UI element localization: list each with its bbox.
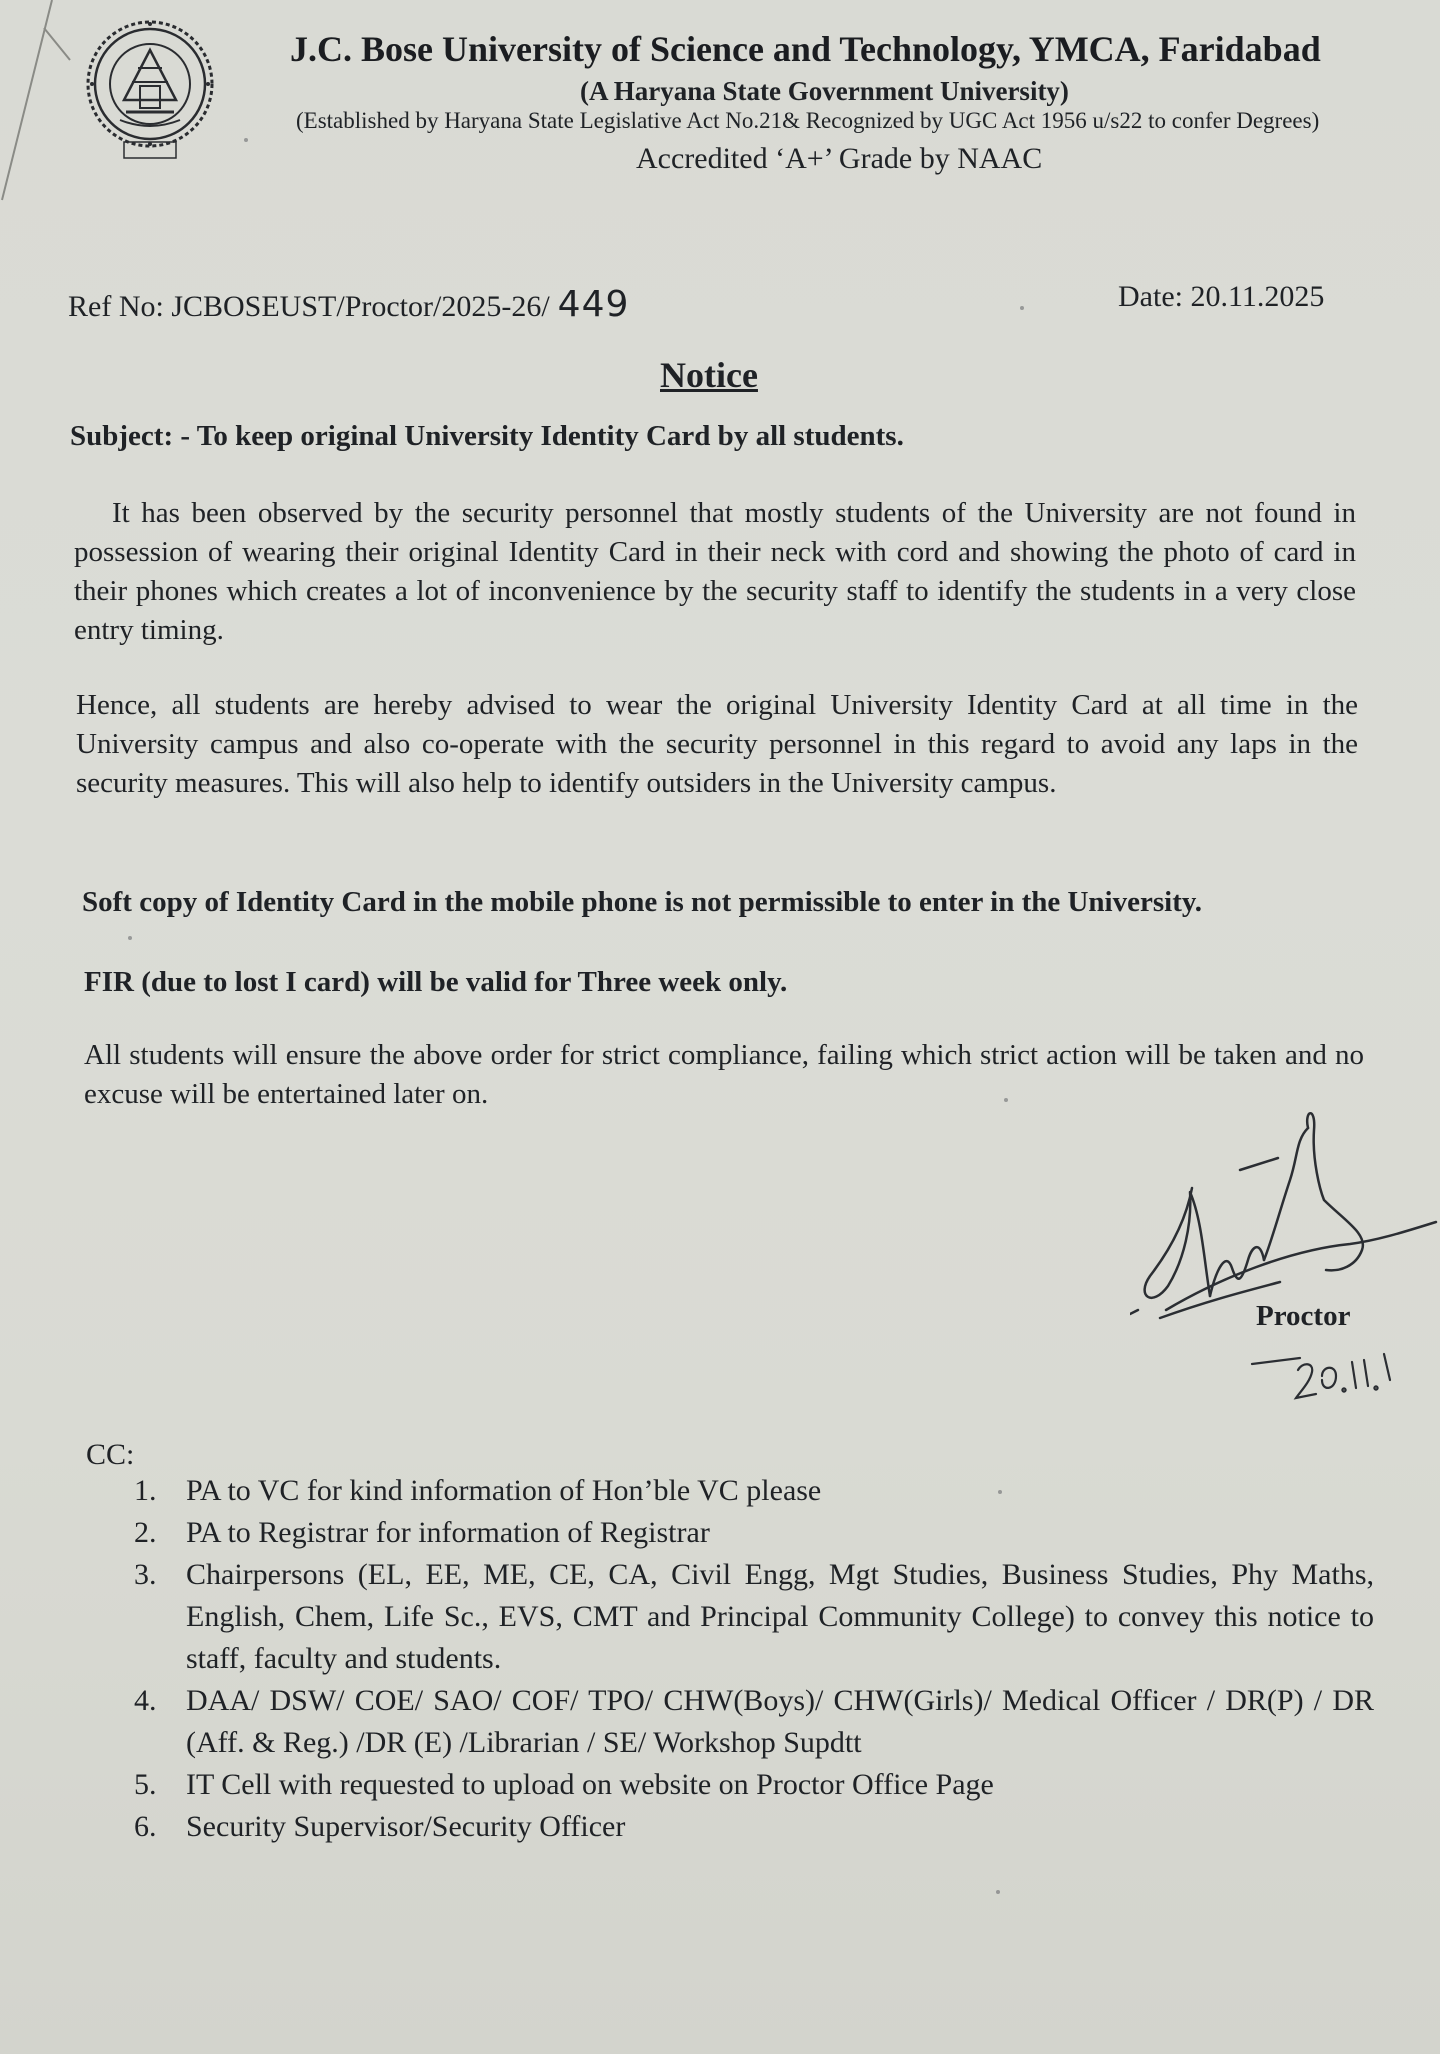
notice-title: Notice <box>660 355 758 395</box>
paragraph-advisory: Hence, all students are hereby advised to wear the original University Identity Card at all time in the University campus and also co-operate with the security personnel in this regard to avoid any laps in the security measures. This will also help to identify outsiders in the University campus. <box>76 689 1358 799</box>
fir-validity-rule: FIR (due to lost I card) will be valid for Three week only. <box>84 966 788 998</box>
scan-speck <box>996 1890 1000 1894</box>
cc-item-number: 6. <box>134 1810 157 1843</box>
scan-speck <box>1004 1098 1008 1102</box>
cc-item <box>130 1512 1374 1554</box>
cc-item-text: PA to VC for kind information of Hon’ble VC please <box>186 1474 822 1507</box>
cc-item-text: DAA/ DSW/ COE/ SAO/ COF/ TPO/ CHW(Boys)/ CHW(Girls)/ Medical Officer / DR(P) / DR (Aff. & Reg.) /DR (E) /Librarian / SE/ Workshop Supdtt <box>186 1684 1374 1759</box>
signatory-title: Proctor <box>1256 1300 1351 1332</box>
university-name: J.C. Bose University of Science and Technology, YMCA, Faridabad <box>290 29 1321 69</box>
scan-speck <box>128 936 132 940</box>
cc-item <box>130 1806 1374 1848</box>
paragraph-compliance: All students will ensure the above order for strict compliance, failing which strict action will be taken and no excuse will be entertained later on. <box>84 1039 1364 1110</box>
handwritten-ref-number: 449 <box>557 284 630 325</box>
cc-item <box>130 1680 1374 1764</box>
reference-number <box>68 284 629 325</box>
reference-label: Ref No: JCBOSEUST/Proctor/2025-26/ <box>68 290 550 323</box>
notice-date: Date: 20.11.2025 <box>1118 280 1325 313</box>
soft-copy-rule: Soft copy of Identity Card in the mobile phone is not permissible to enter in the University. <box>82 886 1202 918</box>
cc-item <box>130 1764 1374 1806</box>
cc-item-number: 1. <box>134 1474 157 1507</box>
scan-speck <box>1020 306 1024 310</box>
cc-item <box>130 1470 1374 1512</box>
cc-label: CC: <box>86 1438 135 1471</box>
cc-item-text: PA to Registrar for information of Registrar <box>186 1516 710 1549</box>
cc-list <box>130 1470 1374 1848</box>
university-seal-icon <box>80 16 220 166</box>
cc-item-text: Chairpersons (EL, EE, ME, CE, CA, Civil Engg, Mgt Studies, Business Studies, Phy Maths, English, Chem, Life Sc., EVS, CMT and Principal Community College) to convey this notice to staff, faculty and students. <box>186 1558 1374 1675</box>
establishment-line: (Established by Haryana State Legislative Act No.21& Recognized by UGC Act 1956 u/s22 to confer Degrees) <box>296 108 1320 133</box>
cc-item <box>130 1554 1374 1680</box>
paragraph-observation: It has been observed by the security personnel that mostly students of the University are not found in possession of wearing their original Identity Card in their neck with cord and showing the photo of card in their phones which creates a lot of inconvenience by the security staff to identify the students in a very close entry timing. <box>74 497 1356 646</box>
university-subtitle: (A Haryana State Government University) <box>580 76 1069 106</box>
cc-item-number: 4. <box>134 1684 157 1717</box>
accreditation-line: Accredited ‘A+’ Grade by NAAC <box>636 142 1043 175</box>
notice-subject: Subject: - To keep original University Identity Card by all students. <box>70 420 904 452</box>
cc-item-number: 2. <box>134 1516 157 1549</box>
handwritten-signature-icon <box>1130 1100 1440 1400</box>
cc-item-text: Security Supervisor/Security Officer <box>186 1810 626 1843</box>
cc-item-number: 5. <box>134 1768 157 1801</box>
scan-speck <box>998 1490 1002 1494</box>
cc-item-number: 3. <box>134 1558 157 1591</box>
scan-speck <box>244 138 248 142</box>
cc-item-text: IT Cell with requested to upload on website on Proctor Office Page <box>186 1768 994 1801</box>
